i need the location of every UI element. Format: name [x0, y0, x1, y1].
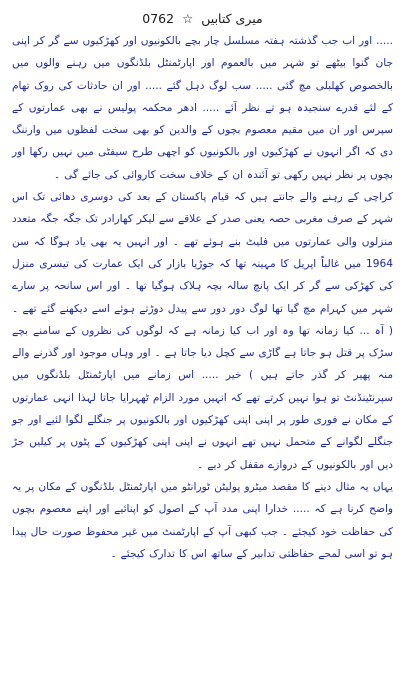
paragraph-2: کراچی کے رہنے والے جانتے ہیں کہ قیام پاکستان کے بعد کی دوسری دھائی تک اس شہر کے صرف مغربی حصہ یعنی صدر کے علاقے سے لیکر کھارادر تک جگہ جگہ متعدد منزلوں والی عمارتوں میں فلیٹ بنے ہوئے تھے ۔ اور انہیں یہ بھی یاد ہوگا کہ سن 1964 میں غالباً اپریل کا مہینہ تھا کہ جوڑیا بازار کی ایک عمارت کی تیسری منزل کی کھڑکی سے گر کر ایک پانچ سالہ بچہ ہلاک ہوگیا تھا ۔ اور اس سانحہ پر سارے شہر میں کہرام مچ گیا تھا لوگ دور دور سے پیدل دوڑتے ہوئے اسے دیکھنے گئے تھے ۔ ( آہ ... کیا زمانہ تھا وہ اور اب کیا زمانہ ہے کہ لوگوں کی نظروں کے سامنے بچے سڑک پر قتل ہو جاتا ہے گاڑی سے کچل دیا جاتا ہے ۔ اور وہاں موجود اور گذرنے والے منہ پھیر کر گذر جاتے ہیں ) خیر ..... اس زمانے میں اپارٹمنٹل بلڈنگوں میں سپرنٹینڈنٹ تو ہوا نہیں کرتے تھے کہ انہیں مورد الزام ٹھہرایا جاتا لہذا انہی عمارتوں کے مکان نے فوری طور پر اپنی اپنی کھڑکیوں اور بالکونیوں پر جنگلے لگوا لئیے اور جو جنگلے لگوانے کے متحمل نہیں تھے انہوں نے اپنی اپنی کھڑکیوں کے پٹوں پر کیلیں جڑ دیں اور بالکونیوں کے دروازے مقفل کر دیے ۔: [12, 191, 393, 471]
paragraph-1: ..... اور اب جب گذشتہ ہفتہ مسلسل چار بچے بالکونیوں اور کھڑکیوں سے گر کر اپنی جان گنوا بیٹھے تو شہر میں بالعموم اور اپارٹمنٹل بلڈنگوں میں رہنے والوں میں بالخصوص کھلبلی مچ گئی ..... سب لوگ دہل گئے ..... اور ان حادثات کی روک تھام کے لئے قدرے سنجیدہ ہو تے نظر آئے ..... ادھر محکمہ پولیس نے بھی عمارتوں کے سپرس اور ان میں مقیم معصوم بچوں کے والدین کو بھی سخت لفظوں میں وارننگ دی کہ اگر انہوں نے کھڑکیوں اور بالکونیوں کو اچھی طرح سیفٹی میں نہیں رکھا اور بچوں پر نظر نہیں رکھی تو آئندہ ان کے خلاف سخت کاروائی کی جائے گی ۔: [12, 35, 393, 181]
paragraph-3: یہاں یہ مثال دینے کا مقصد میٹرو پولیٹن ٹورانٹو میں اپارٹمنٹل بلڈنگوں کے مکان پر یہ واضح کرنا ہے کہ ..... خدارا اپنی مدد آپ کے اصول کو اپنائیے اور اپنے معصوم بچوں کی حفاظت خود کیجئے ۔ جب کبھی آپ کے اپارٹمنٹ میں غیر محفوظ صورت حال پیدا ہو تو اسی لمحے حفاظتی تدابیر کے ساتھ اس کا تدارک کیجئے ۔: [12, 480, 393, 560]
header-title: میری کتابیں: [201, 11, 263, 26]
star-icon: ☆: [182, 11, 194, 26]
page-header: [12, 10, 393, 28]
header-number: 0762: [142, 11, 175, 26]
